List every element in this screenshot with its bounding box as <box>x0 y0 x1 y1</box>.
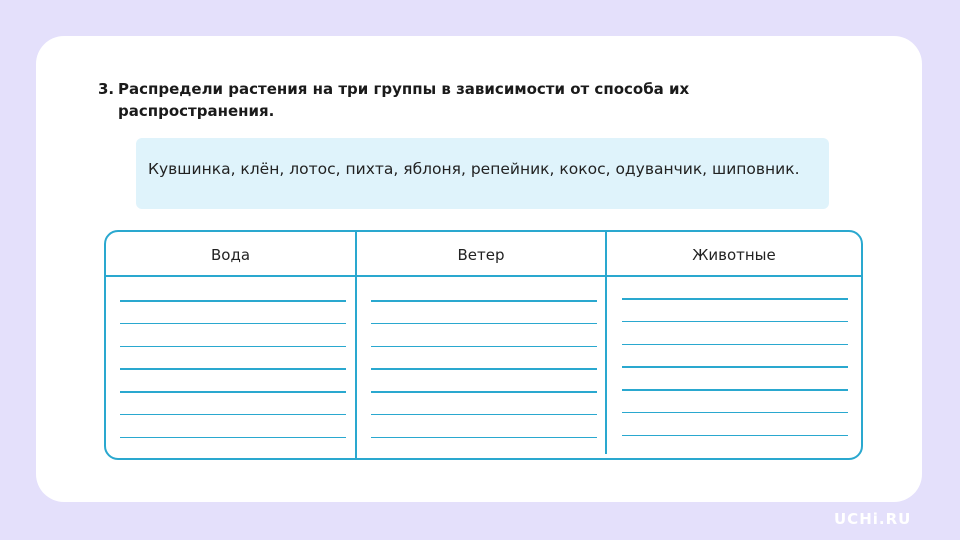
task-text: Распредели растения на три группы в зависимости от способа их распространения. <box>118 80 690 120</box>
writing-line[interactable] <box>622 389 848 391</box>
column-divider <box>355 232 357 458</box>
column-header-wind: Ветер <box>457 246 505 264</box>
answer-lines-wind[interactable] <box>371 300 597 460</box>
writing-line[interactable] <box>622 435 848 437</box>
writing-line[interactable] <box>120 368 346 370</box>
writing-line[interactable] <box>371 437 597 439</box>
writing-line[interactable] <box>622 344 848 346</box>
writing-line[interactable] <box>622 366 848 368</box>
writing-line[interactable] <box>371 300 597 302</box>
writing-line[interactable] <box>120 300 346 302</box>
writing-line[interactable] <box>371 346 597 348</box>
header-divider <box>106 275 861 277</box>
writing-line[interactable] <box>371 368 597 370</box>
task-number: 3. <box>98 80 115 98</box>
writing-line[interactable] <box>120 323 346 325</box>
writing-line[interactable] <box>371 391 597 393</box>
brand-logo: UCHi.RU <box>834 510 912 528</box>
writing-line[interactable] <box>120 414 346 416</box>
sorting-table <box>104 230 863 460</box>
answer-lines-animals[interactable] <box>622 298 848 458</box>
writing-line[interactable] <box>120 346 346 348</box>
column-header-animals: Животные <box>692 246 776 264</box>
writing-line[interactable] <box>120 391 346 393</box>
word-list: Кувшинка, клён, лотос, пихта, яблоня, репейник, кокос, одуванчик, шиповник. <box>148 160 800 178</box>
writing-line[interactable] <box>622 412 848 414</box>
answer-lines-water[interactable] <box>120 300 346 460</box>
word-list-box <box>136 138 829 209</box>
writing-line[interactable] <box>120 437 346 439</box>
writing-line[interactable] <box>622 321 848 323</box>
writing-line[interactable] <box>371 323 597 325</box>
writing-line[interactable] <box>371 414 597 416</box>
task-prompt <box>98 78 708 122</box>
writing-line[interactable] <box>622 298 848 300</box>
column-header-water: Вода <box>210 246 251 264</box>
column-divider <box>605 232 607 454</box>
